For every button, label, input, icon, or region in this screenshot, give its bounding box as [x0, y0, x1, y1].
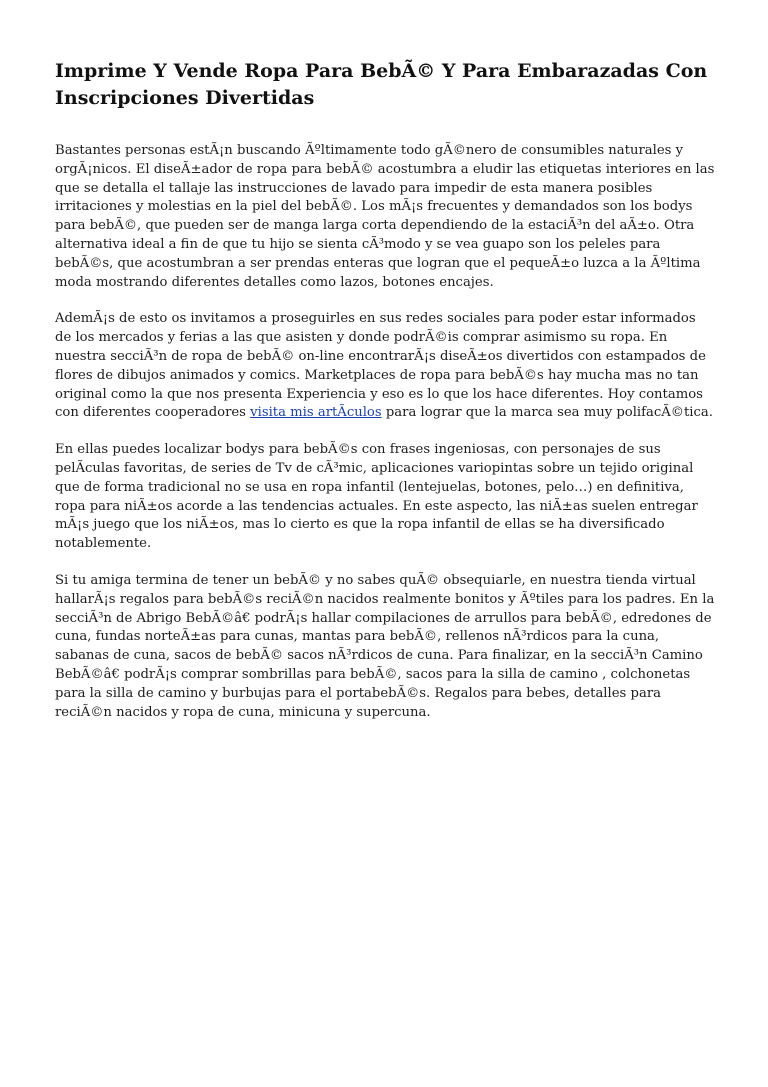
- paragraph-2-text-before-link: AdemÃ¡s de esto os invitamos a proseguirles en sus redes sociales para poder estar informados de los mercados y ferias a las que asisten y donde podrÃ©is comprar asimismo su ropa. En nuestra secciÃ³n de ropa de bebÃ© on-line encontrarÃ¡s diseÃ±os divertidos con estampados de flores de dibujos animados y comics. Marketplaces de ropa para bebÃ©s hay mucha mas no tan original como la que nos presenta Experiencia y eso es lo que los hace diferentes. Hoy contamos con diferentes cooperadores: [55, 311, 706, 421]
- articles-link[interactable]: visita mis artÃculos: [250, 405, 382, 421]
- paragraph-4: Si tu amiga termina de tener un bebÃ© y no sabes quÃ© obsequiarle, en nuestra tienda virtual hallarÃ¡s regalos para bebÃ©s reciÃ©n nacidos realmente bonitos y Ãºtiles para los padres. En la secciÃ³n de Abrigo BebÃ©â€ podrÃ¡s hallar compilaciones de arrullos para bebÃ©, edredones de cuna, fundas norteÃ±as para cunas, mantas para bebÃ©, rellenos nÃ³rdicos para la cuna, sabanas de cuna, sacos de bebÃ© sacos nÃ³rdicos de cuna. Para finalizar, en la secciÃ³n Camino BebÃ©â€ podrÃ¡s comprar sombrillas para bebÃ©, sacos para la silla de camino , colchonetas para la silla de camino y burbujas para el portabebÃ©s. Regalos para bebes, detalles para reciÃ©n nacidos y ropa de cuna, minicuna y supercuna.: [55, 572, 715, 720]
- document-page: [55, 58, 715, 740]
- paragraph-3: En ellas puedes localizar bodys para bebÃ©s con frases ingeniosas, con personajes de sus pelÃculas favoritas, de series de Tv de cÃ³mic, aplicaciones variopintas sobre un tejido original que de forma tradicional no se usa en ropa infantil (lentejuelas, botones, pelo…) en definitiva, ropa para niÃ±os acorde a las tendencias actuales. En este aspecto, las niÃ±as suelen entregar mÃ¡s juego que los niÃ±os, mas lo cierto es que la ropa infantil de ellas se ha diversificado notablemente.: [55, 442, 698, 552]
- document-title: Imprime Y Vende Ropa Para BebÃ© Y Para Embarazadas Con Inscripciones Divertidas: [55, 60, 708, 109]
- paragraph-2-text-after-link: para lograr que la marca sea muy polifacÃ©tica.: [381, 405, 713, 421]
- paragraph-2: [55, 310, 715, 423]
- paragraph-1: Bastantes personas estÃ¡n buscando Ãºltimamente todo gÃ©nero de consumibles naturales y orgÃ¡nicos. El diseÃ±ador de ropa para bebÃ© acostumbra a eludir las etiquetas interiores en las que se detalla el tallaje las instrucciones de lavado para impedir de esta manera posibles irritaciones y molestias en la piel del bebÃ©. Los mÃ¡s frecuentes y demandados son los bodys para bebÃ©, que pueden ser de manga larga corta dependiendo de la estaciÃ³n del aÃ±o. Otra alternativa ideal a fin de que tu hijo se sienta cÃ³modo y se vea guapo son los peleles para bebÃ©s, que acostumbran a ser prendas enteras que logran que el pequeÃ±o luzca a la Ãºltima moda mostrando diferentes detalles como lazos, botones encajes.: [55, 143, 715, 290]
